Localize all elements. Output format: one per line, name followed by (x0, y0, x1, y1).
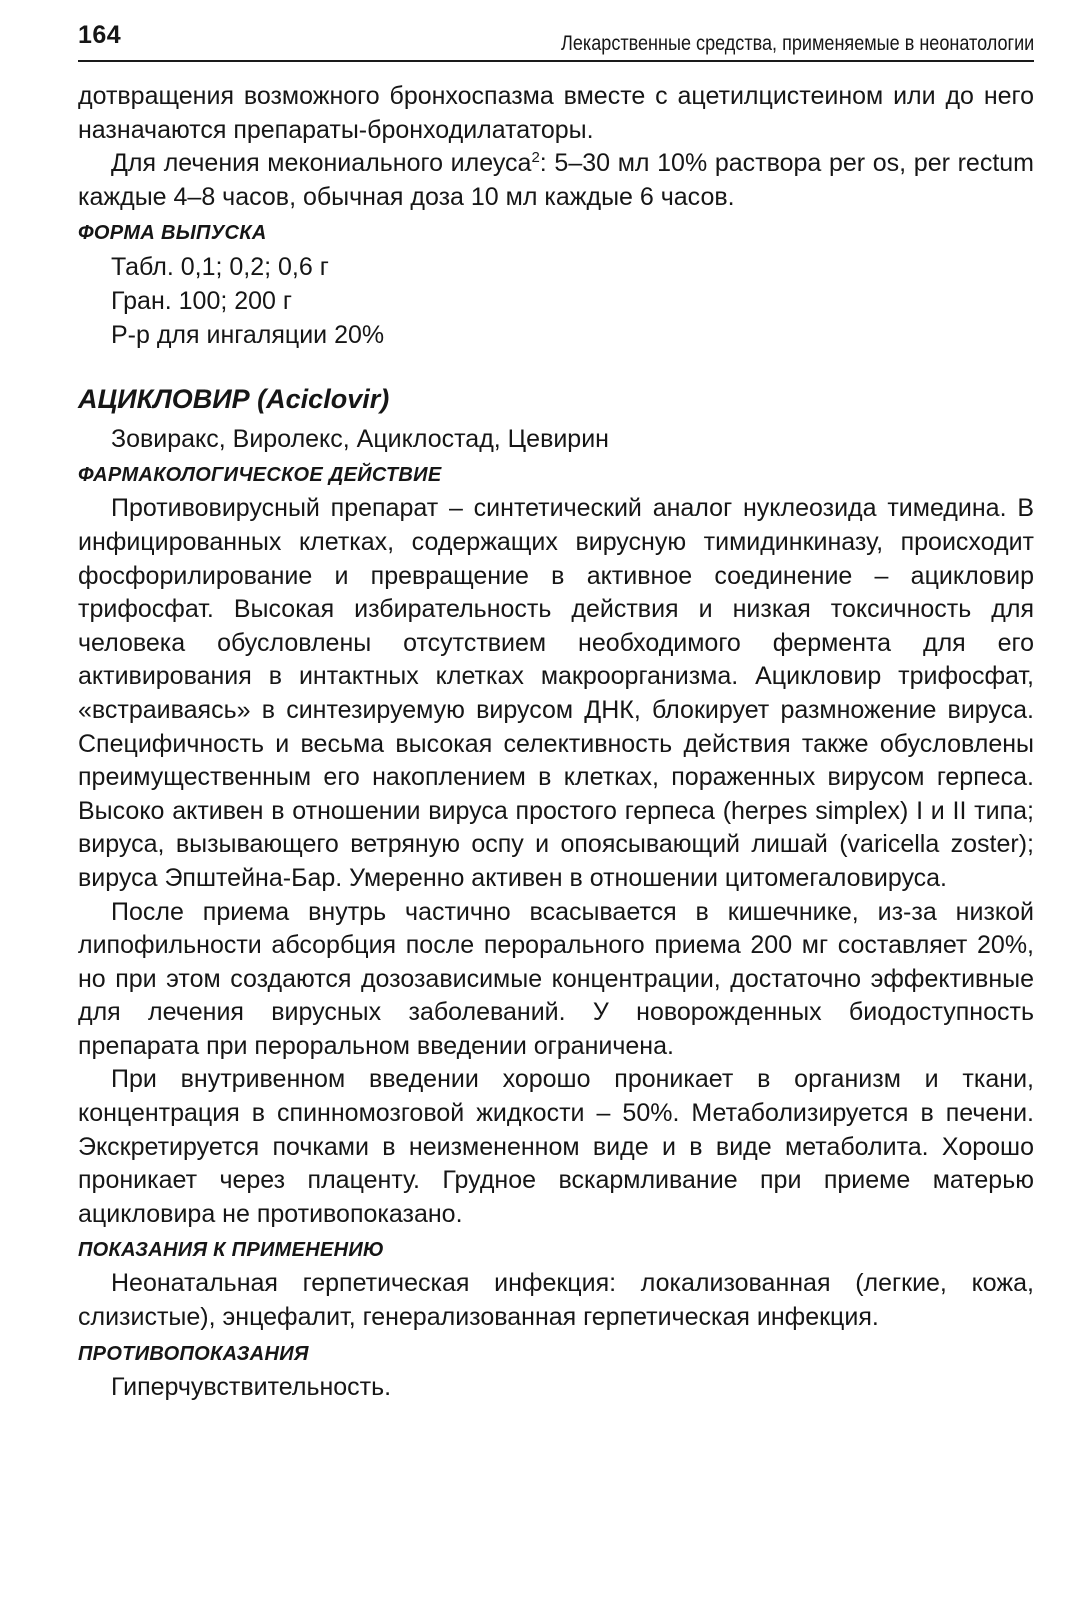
drug-title: АЦИКЛОВИР (Aciclovir) (78, 384, 390, 415)
release-form-granules: Гран. 100; 200 г (111, 287, 293, 316)
indications-heading: ПОКАЗАНИЯ К ПРИМЕНЕНИЮ (78, 1239, 385, 1262)
running-title: Лекарственные средства, применяемые в неонатологии (560, 32, 1034, 55)
trade-names: Зовиракс, Виролекс, Ациклостад, Цевирин (111, 425, 609, 454)
meconium-text-start: Для лечения мекониального илеуса (111, 149, 532, 178)
page-body (78, 80, 1034, 1404)
pharmacology-heading: ФАРМАКОЛОГИЧЕСКОЕ ДЕЙСТВИЕ (78, 464, 442, 487)
pharmacology-paragraph-3: При внутривенном введении хорошо проникает в организм и ткани, концентрация в спинномозговой жидкости – 50%. Метаболизируется в печени. Экскретируется почками в неизмененном виде и в виде метаболита. Хорошо проникает через плаценту. Грудное вскармливание при приеме матерью ацикловира не противопоказано. (78, 1065, 1034, 1228)
release-form-tablets: Табл. 0,1; 0,2; 0,6 г (111, 253, 329, 282)
intro-paragraph: дотвращения возможного бронхоспазма вместе с ацетилцистеином или до него назначаются препараты-бронходилататоры. (78, 82, 1034, 144)
indications-paragraph: Неонатальная герпетическая инфекция: локализованная (легкие, кожа, слизистые), энцефалит, генерализованная герпетическая инфекция. (78, 1269, 1034, 1332)
pharmacology-paragraph-1: Противовирусный препарат – синтетический аналог нуклеозида тимедина. В инфицированных клетках, содержащих вирусную тимидинкиназу, происходит фосфорилирование и превращение в активное соединение – ацикловир трифосфат. Высокая избирательность действия и низкая токсичность для человека обусловлены отсутствием необходимого фермента для его активирования в интактных клетках макроорганизма. Ацикловир трифосфат, «встраиваясь» в синтезируемую вирусом ДНК, блокирует размножение вируса. Специфичность и весьма высокая селективность действия также обусловлены преимущественным его накоплением в клетках, пораженных вирусом герпеса. Высоко активен в отношении вируса простого герпеса (herpes simplex) I и II типа; вируса, вызывающего ветряную оспу и опоясывающий лишай (varicella zoster); вируса Эпштейна-Бар. Умеренно активен в отношении цитомегаловируса. (78, 494, 1034, 892)
pharmacology-paragraph-2: После приема внутрь частично всасывается в кишечнике, из-за низкой липофильности абсорбция после перорального приема 200 мг составляет 20%, но при этом создаются дозозависимые концентрации, достаточно эффективные для лечения вирусных заболеваний. У новорожденных биодоступность препарата при пероральном введении ограничена. (78, 897, 1034, 1060)
release-form-inhalation: Р-р для ингаляции 20% (111, 321, 385, 350)
footnote-marker: 2 (531, 149, 540, 167)
running-header (78, 18, 1034, 62)
release-form-heading: ФОРМА ВЫПУСКА (78, 222, 267, 245)
contraindications-heading: ПРОТИВОПОКАЗАНИЯ (78, 1342, 309, 1365)
meconium-ileus-paragraph (78, 147, 1034, 214)
page-number: 164 (78, 21, 122, 49)
contraindications-paragraph: Гиперчувствительность. (111, 1372, 392, 1401)
meconium-text-end: : 5–30 мл 10% раствора per os, per rectum каждые 4–8 часов, обычная доза 10 мл каждые 6 часов. (78, 149, 1034, 211)
